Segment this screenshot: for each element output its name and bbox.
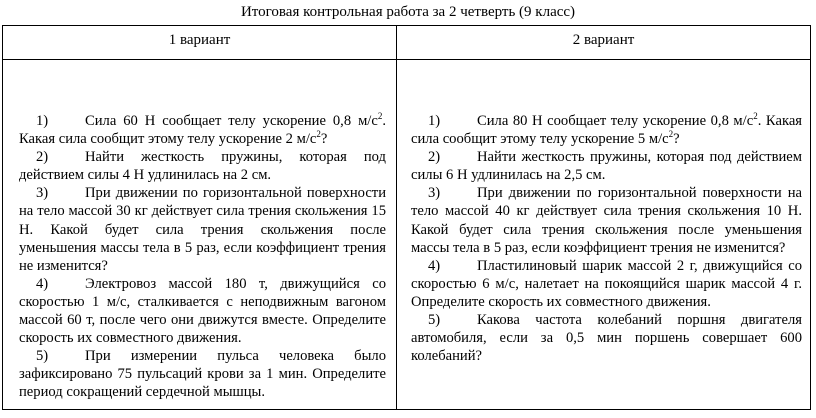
task-item bbox=[411, 148, 802, 184]
variant-1-header: 1 вариант bbox=[168, 32, 231, 48]
task-item bbox=[411, 112, 802, 148]
task-number: 2) bbox=[36, 149, 49, 166]
task-item bbox=[19, 347, 386, 401]
task-item bbox=[411, 311, 802, 365]
task-number: 5) bbox=[428, 312, 441, 329]
task-item bbox=[19, 184, 386, 274]
superscript: 2 bbox=[668, 129, 674, 140]
task-text: Какова частота колебаний поршня двигателя автомобиля, если за 0,5 мин поршень совершает 600 колебаний? bbox=[411, 312, 802, 365]
task-item bbox=[19, 148, 386, 184]
task-text: Найти жесткость пружины, которая под действием силы 6 Н удлинилась на 2,5 см. bbox=[411, 149, 802, 184]
task-text: При движении по горизонтальной поверхности на тело массой 40 кг действует сила трения скольжения 10 Н. Какой будет сила трения скольжения после уменьшения массы тела в 5 раз, если коэффициент трения не изменится? bbox=[411, 185, 802, 256]
task-text: При измерении пульса человека было зафиксировано 75 пульсаций крови за 1 мин. Определите период сокращений сердечной мышцы. bbox=[19, 348, 386, 401]
task-text: Пластилиновый шарик массой 2 г, движущийся со скоростью 6 м/с, налетает на покоящийся шарик массой 4 г. Определите скорость их совместного движения. bbox=[411, 257, 802, 310]
variant-2-tasks bbox=[397, 60, 811, 410]
table-body-row bbox=[3, 60, 811, 410]
task-number: 5) bbox=[36, 348, 49, 365]
superscript: 2 bbox=[316, 129, 321, 140]
task-text: ? bbox=[320, 131, 328, 148]
task-text: . Какая сила сообщит этому телу ускорение 5 м/с bbox=[411, 113, 803, 148]
task-text: Сила 80 Н сообщает телу ускорение 0,8 м/с bbox=[477, 113, 754, 129]
superscript: 2 bbox=[753, 111, 758, 122]
task-text: . Какая сила сообщит этому телу ускорение 2 м/с bbox=[19, 113, 386, 148]
task-number: 2) bbox=[428, 149, 441, 166]
task-number: 1) bbox=[428, 113, 441, 129]
task-text: ? bbox=[673, 131, 680, 148]
task-text: Сила 60 Н сообщает телу ускорение 0,8 м/с bbox=[85, 113, 378, 129]
task-number: 3) bbox=[428, 185, 441, 202]
task-number: 4) bbox=[36, 275, 49, 292]
variant-2-header: 2 вариант bbox=[572, 32, 635, 48]
task-number: 4) bbox=[428, 257, 441, 274]
task-item bbox=[411, 257, 802, 311]
task-text: Найти жесткость пружины, которая под действием силы 4 Н удлинилась на 2 см. bbox=[19, 149, 386, 184]
variant-2-header-cell bbox=[397, 26, 811, 60]
variant-1-tasks bbox=[3, 60, 397, 410]
table-header-row bbox=[3, 26, 811, 60]
variants-table bbox=[2, 25, 811, 410]
superscript: 2 bbox=[377, 111, 383, 122]
task-text: При движении по горизонтальной поверхности на тело массой 30 кг действует сила трения скольжения 15 Н. Какой будет сила трения скольжения после уменьшения массы тела в 5 раз, если коэффициент трения не изменится? bbox=[19, 185, 386, 274]
task-item bbox=[411, 184, 802, 256]
task-item bbox=[19, 275, 386, 347]
task-text: Электровоз массой 180 т, движущийся со скоростью 1 м/с, сталкивается с неподвижным вагоном массой 60 т, после чего они движутся вместе. Определите скорость их совместного движения. bbox=[19, 275, 386, 347]
task-number: 1) bbox=[36, 113, 49, 129]
variant-1-header-cell bbox=[3, 26, 397, 60]
document-title: Итоговая контрольная работа за 2 четверть (9 класс) bbox=[240, 4, 576, 20]
task-item bbox=[19, 112, 386, 148]
task-number: 3) bbox=[36, 185, 49, 202]
